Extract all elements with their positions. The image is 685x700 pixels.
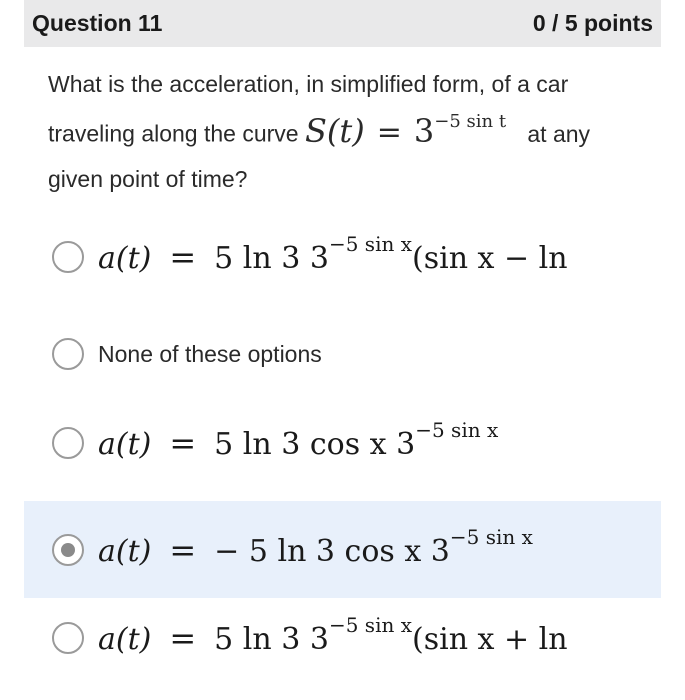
option-tail: (sin x + ln (412, 622, 568, 657)
question-text-before: What is the acceleration, in simplified form, of a car traveling along the curve (48, 71, 569, 147)
option-lhs: a(t) (98, 622, 152, 657)
option-lhs: a(t) (98, 533, 152, 569)
radio-selected-dot (61, 543, 75, 557)
option-exponent: −5 sin x (415, 418, 499, 442)
option-exponent: −5 sin x (328, 613, 412, 637)
option-equals: = (169, 530, 197, 569)
radio-button[interactable] (52, 622, 84, 654)
radio-button[interactable] (52, 338, 84, 370)
option-text: None of these options (98, 340, 322, 367)
option-equals: = (169, 424, 197, 462)
option-rhs: 5 ln 3 cos x 3 (214, 427, 416, 462)
answer-option-2[interactable] (24, 322, 661, 386)
answer-option-1[interactable] (24, 222, 661, 292)
formula-equals: = (376, 114, 402, 150)
radio-button[interactable] (52, 427, 84, 459)
formula-base: 3 (413, 111, 435, 150)
option-rhs: 5 ln 3 3 (214, 241, 329, 276)
answer-option-3[interactable] (24, 408, 661, 478)
option-equals: = (169, 238, 197, 276)
option-exponent: −5 sin x (449, 524, 533, 549)
option-lhs: a(t) (98, 427, 152, 462)
radio-button[interactable] (52, 241, 84, 273)
option-formula (98, 613, 568, 657)
answer-option-5[interactable] (24, 602, 661, 674)
option-formula (98, 232, 568, 276)
option-rhs: 5 ln 3 3 (214, 622, 329, 657)
answer-option-4[interactable] (24, 501, 661, 598)
question-text (48, 62, 648, 201)
option-equals: = (169, 619, 197, 657)
option-formula (98, 418, 499, 462)
question-text-after: at any given point of time? (48, 120, 591, 192)
option-lhs: a(t) (98, 241, 152, 276)
question-header (24, 0, 661, 47)
formula-exponent: −5 sin t (434, 111, 507, 132)
option-rhs: − 5 ln 3 cos x 3 (214, 533, 450, 569)
option-tail: (sin x − ln (412, 241, 568, 276)
formula-lhs: S(t) (305, 111, 365, 150)
question-points: 0 / 5 points (532, 10, 653, 36)
question-title: Question 11 (32, 10, 163, 36)
option-exponent: −5 sin x (328, 232, 412, 256)
radio-button-selected[interactable] (52, 534, 84, 566)
question-formula (305, 111, 513, 150)
option-formula (98, 524, 533, 569)
